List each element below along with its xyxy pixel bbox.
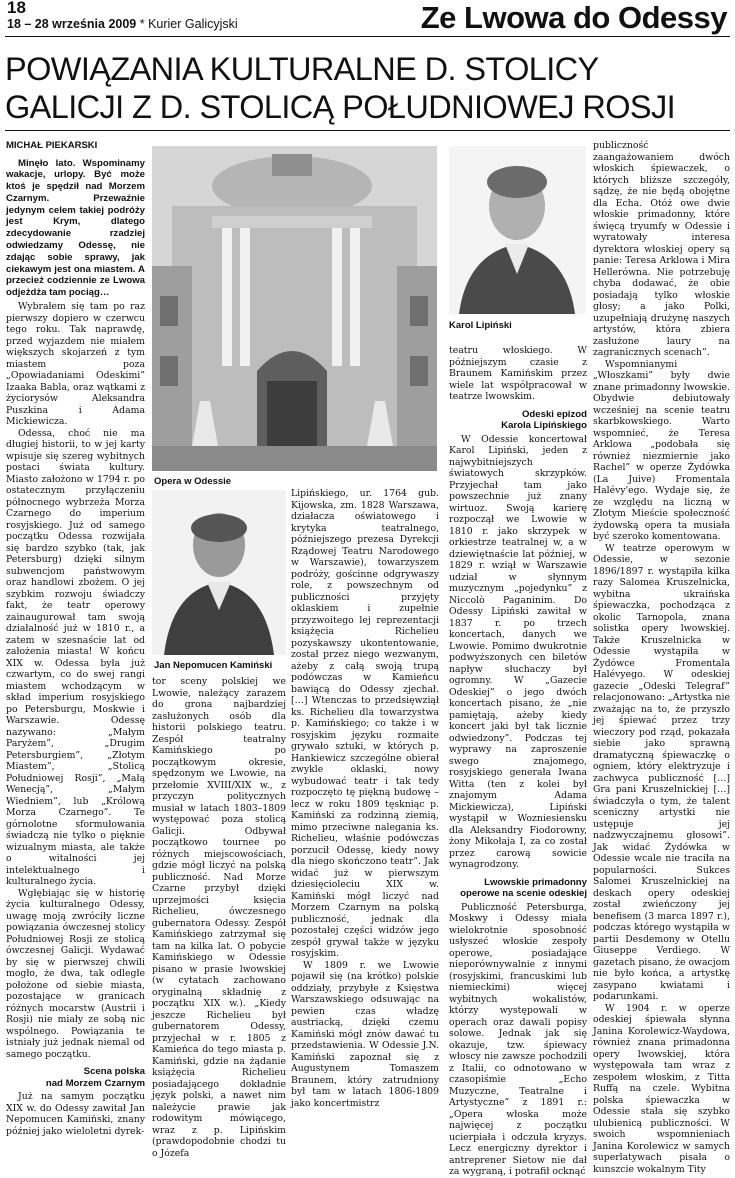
opera-photo: [152, 146, 437, 471]
issue-line: [7, 17, 238, 31]
opera-building-illustration: [152, 146, 437, 471]
kaminski-caption: Jan Nepomucen Kamiński: [154, 660, 273, 671]
paragraph: Odessa, choć nie ma długiej historii, to w jej karty wpisuje się szereg wybitnych postaci świata kultury. Miasto założono w 1794 r. po ostatecznym przyłączeniu północnego wybrzeża Morza Czarnego do imperium rosyjskiego. Już od samego początku Odessa rozwijała się bardzo szybko (tak, jak Petersburg) dzięki silnym subwencjom państwowym oraz handlowi zbożem. O jej szybkim rozwoju świadczy fakt, że teatr operowy zainaugurował tam swoją działalność już w 1810 r., a zatem w szesnaście lat od założenia miasta! W końcu XIX w. Odessa była już czwartym, co do swej rangi miastem wchodzącym w skład imperium rosyjskiego po Petersburgu, Moskwie i Warszawie. Odessę nazywano: „Małym Paryżem”, „Drugim Petersburgiem”, „Złotym Miastem”, „Stolicą Południowej Rosji”, „Małą Wenecją”, „Małym Wiedniem”, lub „Królową Morza Czarnego”. Te górnolotne sformułowania świadczą nie tylko o pięknie wizualnym miasta, ale także o witalności jej intelektualnego i kulturalnego życia.: [6, 427, 145, 888]
headline-rule: [5, 130, 730, 131]
paragraph: W Odessie koncertował Karol Lipiński, jeden z najwybitniejszych światowych skrzypków. Przyjechał tam jako powszechnie już znany wirtuoz. Swoją karierę rozpoczął we Lwowie w 1810 r. jako skrzypek w orkiestrze teatralnej w, a w dziewiętnaście lat później, w 1829 r. wziął w Warszawie udział w słynnym muzycznym „pojedynku” z Niccolò Paganinim. Do Odessy Lipiński zawitał w 1837 r. po trzech koncertach, danych we Lwowie. Pomimo dwukrotnie podwyższonych cen biletów napływ słuchaczy był ogromny. W „Gazecie Odeskiej” o jego dwóch koncertach pisano, że „nie pamiętają, ażeby kiedy koncert jaki był tak licznie odwiedzony”. Podczas tej wyprawy na zaproszenie swego znajomego, rosyjskiego generała Iwana Witta (ten z kolei był znajomym Adama Mickiewicza), Lipiński wystąpił w Wozniesiensku dla Aleksandry Fiodorowny, żony Mikołaja I, za co został przez carową sowicie wynagrodzony.: [449, 433, 587, 870]
column-3: [291, 488, 439, 1109]
column-1: [6, 140, 145, 1137]
subheading-line: Karola Lipińskiego: [501, 420, 587, 431]
subheading-line: Scena polska: [83, 1066, 145, 1078]
issue-separator: *: [139, 17, 145, 31]
subheading-line: Lwowskie primadonny: [484, 876, 587, 888]
column-5: [593, 140, 731, 1175]
paragraph: Publiczność Petersburga, Moskwy i Odessy miała wielokrotnie sposobność usłyszeć włoskie zespoły operowe, posiadające nieporównywalnie z innymi (rosyjskimi, francuskimi lub niemieckimi) więcej wybitnych wokalistów, którzy występowali w operach oraz dawali popisy solowe. Jednak jak się okazuje, tzw. śpiewacy włoscy nie zawsze pochodzili z Italii, co odnotowano w czasopiśmie „Echo Muzyczne, Teatralne i Artystyczne” z 1891 r.: „Opera włoska może najwięcej z początku ucierpiała i odczuła kryzys. Lecz energiczny dyrektor i antreprener Sietow nie dał za wygraną, i potrafił ocknąć: [449, 901, 587, 1177]
paragraph: Wgłębiając się w historię życia kulturalnego Odessy, uwagę moją zwróciły liczne powiązania ówczesnej stolicy Południowej Rosji ze stolicą ówczesnej Galicji. Wydawać by się w pierwszej chwili mogło, że dwa, tak odległe położone od siebie miasta, pozostające w granicach różnych mocarstw (Austrii i Rosji) nie miały ze sobą nic wspólnego. Powiązania te istniały już jednak niemal od samego początku.: [6, 887, 145, 1060]
subheading-line: Odeski epizod: [521, 408, 587, 420]
column-2: [152, 676, 286, 1159]
subheading-line: operowe na scenie odeskiej: [460, 888, 587, 899]
subheading-scena-polska: [6, 1066, 145, 1089]
paragraph: W teatrze operowym w Odessie, w sezonie 1896/1897 r. wystąpiła kilka razy Salomea Kruszelnicka, wybitna ukraińska śpiewaczka, pochodząca z okolic Tarnopola, znana solistka opery lwowskiej. Także Kruszelnicka w Odessie wystąpiła w Żydówce Fromentala Halévyego. W odeskiej gazecie „Odeski Telegraf” relacjonowano: „Artystka nie zważając na to, że przyszło jej śpiewać przez trzy wieczory pod rząd, pokazała siebie jako sprawną dramatyczną śpiewaczkę o ogniem, który elektryzuje i zachwyca publiczność […] Gra pani Kruszelnickiej […] świadczyła o tym, że talent sceniczny artystki nie ustępuje jej nadzwyczajnemu głosowi”. Jak widać Żydówka w Odessie wcale nie traciła na popularności. Sukces Salomei Kruszelnickiej na deskach opery odeskiej został zwieńczony jej benefisem (3 marca 1897 r.), podczas którego wystąpiła w partii Desdemony w Otellu Giuseppe Verdiego. W gazetach pisano, że owacjom nie było końca, a artystkę zasypano kwiatami i podarunkami.: [593, 542, 731, 1002]
column-4: [449, 345, 587, 1177]
section-title: Ze Lwowa do Odessy: [420, 0, 727, 35]
subheading-line: nad Morzem Czarnym: [45, 1077, 145, 1089]
article-lead: Minęło lato. Wspominamy wakacje, urlopy. Być może ktoś je spędził nad Morzem Czarnym. Przewaźnie jedynym celem takiej podróży jest Krym, dlatego zdecydowanie rzadziej odwiedzamy Odessę, nie zdając sobie sprawy, jak ciekawym jest ona miastem. A przecież codziennie ze Lwowa odjeżdża tam pociąg…: [6, 157, 145, 299]
headline-line-2: GALICJI Z D. STOLICĄ POŁUDNIOWEJ ROSJI: [5, 89, 676, 125]
paragraph: Już na samym początku XIX w. do Odessy zawitał Jan Nepomucen Kamiński, znany później jako wieloletni dyrek-: [6, 1091, 145, 1137]
paragraph: teatru włoskiego. W późniejszym czasie z Braunem Kamińskim przez wiele lat współpracował w teatrze lwowskim.: [449, 345, 587, 402]
issue-date: 18 – 28 września 2009: [7, 17, 140, 31]
subheading-odeski-epizod: [449, 409, 587, 432]
byline: MICHAŁ PIEKARSKI: [6, 140, 98, 151]
paragraph: W 1904 r. w operze odeskiej śpiewała słynna Janina Korolewicz-Waydowa, również znana primadonna opery lwowskiej, która występowała tam wraz z zespołem włoskim, z Titta Ruffą na czele. Wybitna polska śpiewaczka w Odessie stała się szybko ulubienicą publiczności. W swoich wspomnieniach Janina Korolewicz w samych superlatywach pisała o kunszcie wokalnym Tity: [593, 1002, 730, 1175]
kaminski-portrait-illustration: [152, 490, 286, 655]
lipinski-caption: Karol Lipiński: [449, 320, 512, 331]
subheading-lwowskie-primadonny: [449, 877, 587, 900]
paragraph: tor sceny polskiej we Lwowie, należący zarazem do grona najbardziej zasłużonych osób dla historii polskiego teatru. Zespół teatralny Kamińskiego po początkowym okresie, spędzonym we Lwowie, na przełomie XVIII/XIX w., z przyczyn politycznych musiał w latach 1803–1809 występować poza stolicą Galicji. Odbywał początkowo tournee po różnych miejscowościach, gdzie mógł liczyć na polską publiczność. Nad Morze Czarne przybył dzięki uprzejmości księcia Richelieu, ówczesnego gubernatora Odessy. Zespół Kamińskiego zatrzymał się tam na kilka lat. O pobycie Kamińskiego w Odessie pisano w prasie lwowskiej (w cytatach zachowano oryginalną składnię z początku XIX w.). „Kiedy jeszcze Richelieu był gubernatorem Odessy, przyjechał w r. 1805 z Kamieńca do tego miasta p. Kamiński, gdzie na żądanie książęcia Richelieu posiadającego dokładnie język polski, a nawet nim należycie prawie jak rodowitym mówiącego, wraz z p. Lipińskim (prawdopodobnie chodzi tu o Józefa: [152, 676, 286, 1159]
paragraph: publiczność zaangażowaniem dwóch włoskich śpiewaczek, o których bliższe szczegóły, sądzę, że nie będą obojętne dla Echa. Otóż owe dwie włoskie primadonny, które święcą tryumfy w Odessie i wyratowały interesa dyrektora włoskiej opery są panie: Teresa Arklowa i Mira Hellerówna. Nie potrzebuję chyba dodawać, że obie posiadają tylko włoskie głosy; a jako Polki, uzupełniają drużynę naszych artystów, która zbiera zasłużone laury na zagranicznych scenach”.: [593, 140, 730, 358]
opera-caption: Opera w Odessie: [154, 476, 232, 487]
newspaper-name: Kurier Galicyjski: [144, 17, 238, 31]
paragraph: W 1809 r. we Lwowie pojawił się (na krótko) polskie oddziały, przybyłe z Księstwa Warszawskiego odsuwając na pewien czas władzę austriacką, dzięki czemu Kamiński mógł znów dawać tu przedstawienia. W Odessie J.N. Kamiński zapoznał się z Augustynem Tomaszem Braunem, który zatrudniony był tam w latach 1806-1809 jako koncertmistrz: [291, 959, 439, 1109]
paragraph: Wspomnianymi „Włoszkami” były dwie znane primadonny lwowskie. Obydwie debiutowały wcześniej na scenie teatru skarbkowskiego. Warto wspomnieć, że Teresa Arklowa „podobała się również niezmiernie jako Rachel” w operze Żydówka (La Juive) Fromentala Halévy'ego. Wydaje się, że ze względu na liczną w Złotym Mieście społeczność żydowską opera ta musiała być szeroko komentowana.: [593, 358, 730, 542]
lipinski-portrait-illustration: [449, 146, 586, 314]
paragraph: Wybrałem się tam po raz pierwszy dopiero w czerwcu tego roku. Tak naprawdę, przed wyjazdem nie miałem większych skojarzeń z tym miastem poza „Opowiadaniami Odeskimi” Izaaka Babla, oraz wątkami z życiorysów Aleksandra Puszkina i Adama Mickiewicza.: [6, 301, 145, 428]
page-number: 18: [7, 0, 26, 17]
article-headline: [5, 50, 730, 126]
kaminski-portrait: [152, 490, 286, 655]
page-header: [0, 0, 735, 44]
header-rule: [5, 36, 730, 37]
headline-line-1: POWIĄZANIA KULTURALNE D. STOLICY: [5, 51, 599, 87]
paragraph: Lipińskiego, ur. 1764 gub. Kijowska, zm. 1828 Warszawa, działacza oświatowego i krytyka teatralnego, późniejszego prezesa Dyrekcji Rządowej Teatru Narodowego w Warszawie), towarzyszem podróży, gościnne odgrywaszy role, z powszechnym od publiczności przyjęty oklaskiem i zupełnie przyzwoitego lej reprezentacji książęcia Richelieu pozyskawszy ukontentowanie, został przez niego wezwanym, ażeby z całą swoją trupą podówczas w Kamieńcu bawiącą do Odessy zjechał. […] Wtenczas to przedsięwziął ks. Richelieu dla towarzystwa p. Kamińskiego; co także i w rosyjskim języku rozmaite grywało sztuki, w których p. Hankiewicz szczególne obierał zwykle oklaski, nowy wybudować teatr i tak tedy rozpoczęto tę piękną budowę – lecz w roku 1809 tęskniąc p. Kamiński za rodzinną ziemią, mimo przeciwne nalegania ks. Richelieu, właśnie podówczas porzucił Odessę, kiedy nowy dla niego skończono teatr”. Jak widać już w pierwszym dziesięcioleciu XIX w. Kamiński mógł liczyć nad Morzem Czarnym na polską publiczność, jednak dla pozostałej części widzów jego zespół grywał także w języku rosyjskim.: [291, 488, 439, 959]
lipinski-portrait: [449, 146, 586, 314]
